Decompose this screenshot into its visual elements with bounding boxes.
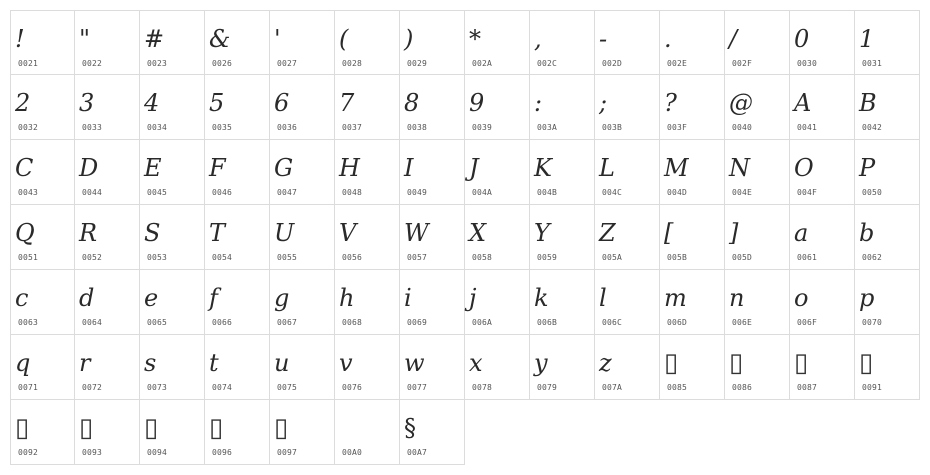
glyph-code: 006E	[732, 318, 753, 327]
glyph-cell	[530, 335, 595, 400]
glyph-code: 0048	[342, 188, 363, 197]
glyph-char: 8	[404, 89, 420, 117]
glyph-char: ▯	[79, 413, 94, 443]
glyph-cell	[270, 205, 335, 270]
glyph-char: ,	[534, 25, 542, 53]
glyph-cell	[205, 75, 270, 140]
glyph-char: &	[209, 25, 231, 53]
glyph-char: 6	[274, 89, 290, 117]
glyph-char: l	[599, 284, 607, 312]
glyph-code: 0045	[147, 188, 168, 197]
glyph-cell	[855, 140, 920, 205]
glyph-cell	[400, 10, 465, 75]
glyph-cell	[75, 10, 140, 75]
glyph-code: 0043	[18, 188, 39, 197]
glyph-char: 5	[209, 89, 225, 117]
glyph-code: 0046	[212, 188, 233, 197]
glyph-cell	[270, 10, 335, 75]
glyph-char: /	[729, 25, 738, 53]
glyph-code: 0065	[147, 318, 168, 327]
glyph-code: 0096	[212, 448, 233, 457]
glyph-cell	[400, 205, 465, 270]
glyph-char: ▯	[274, 413, 289, 443]
glyph-cell	[205, 140, 270, 205]
glyph-char: i	[404, 284, 412, 312]
glyph-code: 002F	[732, 59, 753, 68]
glyph-char: t	[209, 349, 219, 377]
glyph-code: 0077	[407, 383, 428, 392]
glyph-char: e	[144, 284, 159, 312]
glyph-cell	[855, 10, 920, 75]
glyph-char: o	[794, 284, 809, 312]
glyph-char: L	[599, 154, 615, 182]
glyph-char: G	[274, 154, 294, 182]
glyph-cell	[595, 75, 660, 140]
glyph-char: g	[274, 284, 290, 312]
glyph-cell	[75, 400, 140, 465]
glyph-code: 00A7	[407, 448, 428, 457]
glyph-code: 006A	[472, 318, 493, 327]
glyph-cell	[465, 75, 530, 140]
glyph-char: r	[79, 349, 91, 377]
glyph-char: )	[404, 25, 414, 53]
glyph-code: 0072	[82, 383, 103, 392]
glyph-char: #	[144, 25, 165, 53]
glyph-code: 0075	[277, 383, 298, 392]
glyph-char: A	[794, 89, 812, 117]
glyph-code: 0040	[732, 123, 753, 132]
glyph-code: 005B	[667, 253, 688, 262]
glyph-cell	[335, 270, 400, 335]
glyph-char: f	[209, 284, 218, 312]
glyph-cell	[140, 10, 205, 75]
glyph-cell	[75, 140, 140, 205]
glyph-cell	[595, 10, 660, 75]
glyph-char: H	[339, 154, 360, 182]
glyph-char: v	[339, 349, 353, 377]
glyph-char: p	[859, 284, 875, 312]
glyph-code: 0057	[407, 253, 428, 262]
glyph-char: c	[15, 284, 29, 312]
glyph-char: 7	[339, 89, 355, 117]
glyph-cell	[660, 270, 725, 335]
glyph-code: 0041	[797, 123, 818, 132]
glyph-char: X	[469, 219, 487, 247]
glyph-char: P	[859, 154, 876, 182]
glyph-char: U	[274, 219, 295, 247]
glyph-code: 0055	[277, 253, 298, 262]
glyph-char: z	[599, 349, 612, 377]
glyph-code: 004A	[472, 188, 493, 197]
glyph-cell	[10, 400, 75, 465]
glyph-cell	[75, 75, 140, 140]
glyph-code: 0038	[407, 123, 428, 132]
glyph-char: 1	[859, 25, 875, 53]
glyph-code: 0053	[147, 253, 168, 262]
glyph-cell	[530, 270, 595, 335]
glyph-cell	[725, 335, 790, 400]
glyph-cell	[140, 140, 205, 205]
glyph-cell	[75, 335, 140, 400]
glyph-cell	[205, 400, 270, 465]
glyph-char: C	[15, 154, 34, 182]
glyph-cell	[335, 335, 400, 400]
glyph-char: b	[859, 219, 875, 247]
glyph-code: 0085	[667, 383, 688, 392]
glyph-char: y	[534, 349, 548, 377]
glyph-char: §	[404, 414, 416, 442]
glyph-code: 004C	[602, 188, 623, 197]
glyph-char: k	[534, 284, 549, 312]
glyph-cell	[855, 205, 920, 270]
glyph-cell	[465, 140, 530, 205]
glyph-char: T	[209, 219, 226, 247]
glyph-cell	[530, 75, 595, 140]
glyph-cell	[400, 75, 465, 140]
glyph-char: a	[794, 219, 809, 247]
glyph-code: 0030	[797, 59, 818, 68]
glyph-cell	[10, 75, 75, 140]
glyph-code: 0068	[342, 318, 363, 327]
glyph-code: 004B	[537, 188, 558, 197]
glyph-char: '	[274, 25, 281, 53]
glyph-cell	[335, 140, 400, 205]
glyph-char: Y	[534, 219, 550, 247]
glyph-cell	[725, 270, 790, 335]
glyph-cell	[660, 335, 725, 400]
glyph-char: !	[15, 25, 25, 53]
glyph-char: ▯	[664, 348, 679, 378]
glyph-char: ▯	[794, 348, 809, 378]
glyph-code: 0051	[18, 253, 39, 262]
glyph-char: d	[79, 284, 95, 312]
glyph-cell	[465, 205, 530, 270]
glyph-char: E	[144, 154, 162, 182]
glyph-char: ▯	[15, 413, 30, 443]
glyph-code: 0047	[277, 188, 298, 197]
glyph-cell	[335, 205, 400, 270]
glyph-cell	[530, 205, 595, 270]
glyph-char: R	[79, 219, 98, 247]
glyph-char: J	[469, 154, 479, 182]
glyph-cell	[400, 140, 465, 205]
glyph-code: 0027	[277, 59, 298, 68]
glyph-char: "	[79, 25, 91, 53]
glyph-char: ?	[664, 89, 677, 117]
glyph-cell	[595, 140, 660, 205]
glyph-char: V	[339, 219, 357, 247]
glyph-code: 0050	[862, 188, 883, 197]
glyph-char: ▯	[209, 413, 224, 443]
glyph-code: 006C	[602, 318, 623, 327]
glyph-code: 0028	[342, 59, 363, 68]
glyph-char: *	[469, 25, 481, 53]
glyph-code: 005D	[732, 253, 753, 262]
glyph-cell	[400, 270, 465, 335]
glyph-code: 0021	[18, 59, 39, 68]
glyph-char: ;	[599, 89, 608, 117]
glyph-code: 0064	[82, 318, 103, 327]
glyph-code: 002D	[602, 59, 623, 68]
glyph-grid	[10, 10, 920, 465]
glyph-cell	[270, 335, 335, 400]
glyph-char: O	[794, 154, 814, 182]
glyph-char: S	[144, 219, 161, 247]
glyph-char: s	[144, 349, 157, 377]
glyph-cell	[205, 335, 270, 400]
glyph-cell	[725, 75, 790, 140]
glyph-code: 0092	[18, 448, 39, 457]
glyph-code: 0023	[147, 59, 168, 68]
glyph-cell	[790, 205, 855, 270]
glyph-code: 004F	[797, 188, 818, 197]
glyph-code: 003F	[667, 123, 688, 132]
glyph-cell	[790, 140, 855, 205]
glyph-code: 0056	[342, 253, 363, 262]
glyph-cell	[140, 335, 205, 400]
glyph-code: 00A0	[342, 448, 363, 457]
glyph-char: K	[534, 154, 552, 182]
glyph-code: 0091	[862, 383, 883, 392]
glyph-cell	[75, 205, 140, 270]
glyph-code: 0079	[537, 383, 558, 392]
glyph-code: 0078	[472, 383, 493, 392]
glyph-code: 006F	[797, 318, 818, 327]
glyph-cell	[660, 75, 725, 140]
glyph-code: 0067	[277, 318, 298, 327]
glyph-code: 006B	[537, 318, 558, 327]
glyph-char: j	[469, 284, 477, 312]
glyph-code: 0054	[212, 253, 233, 262]
glyph-code: 0066	[212, 318, 233, 327]
glyph-code: 0087	[797, 383, 818, 392]
glyph-code: 0049	[407, 188, 428, 197]
glyph-code: 0032	[18, 123, 39, 132]
glyph-cell	[465, 335, 530, 400]
glyph-cell	[790, 10, 855, 75]
glyph-code: 0026	[212, 59, 233, 68]
glyph-code: 0063	[18, 318, 39, 327]
glyph-char: D	[79, 154, 99, 182]
glyph-cell	[140, 205, 205, 270]
glyph-code: 0058	[472, 253, 493, 262]
glyph-cell	[725, 205, 790, 270]
glyph-char: Q	[15, 219, 35, 247]
glyph-cell	[10, 335, 75, 400]
glyph-cell	[530, 140, 595, 205]
glyph-cell	[400, 335, 465, 400]
glyph-cell	[10, 140, 75, 205]
glyph-cell	[205, 205, 270, 270]
glyph-code: 0076	[342, 383, 363, 392]
glyph-code: 004D	[667, 188, 688, 197]
glyph-code: 0062	[862, 253, 883, 262]
glyph-char: [	[664, 219, 674, 247]
glyph-code: 003A	[537, 123, 558, 132]
glyph-char: 9	[469, 89, 485, 117]
glyph-char: (	[339, 25, 349, 53]
glyph-code: 0086	[732, 383, 753, 392]
glyph-code: 0036	[277, 123, 298, 132]
glyph-cell	[10, 205, 75, 270]
glyph-code: 0052	[82, 253, 103, 262]
glyph-cell	[465, 270, 530, 335]
glyph-char: 3	[79, 89, 95, 117]
glyph-code: 0022	[82, 59, 103, 68]
glyph-cell	[10, 270, 75, 335]
glyph-code: 005A	[602, 253, 623, 262]
glyph-char: 0	[794, 25, 810, 53]
glyph-cell	[855, 335, 920, 400]
glyph-cell	[335, 400, 400, 465]
glyph-cell	[270, 400, 335, 465]
glyph-char: ▯	[729, 348, 744, 378]
glyph-cell	[75, 270, 140, 335]
glyph-char: N	[729, 154, 750, 182]
glyph-char	[339, 412, 375, 444]
glyph-cell	[660, 140, 725, 205]
glyph-code: 002E	[667, 59, 688, 68]
glyph-code: 0031	[862, 59, 883, 68]
glyph-char: @	[729, 89, 753, 117]
glyph-char: n	[729, 284, 745, 312]
glyph-char: W	[404, 219, 429, 247]
glyph-cell	[10, 10, 75, 75]
glyph-code: 0069	[407, 318, 428, 327]
glyph-char: M	[664, 154, 689, 182]
glyph-code: 0034	[147, 123, 168, 132]
glyph-code: 0037	[342, 123, 363, 132]
glyph-code: 007A	[602, 383, 623, 392]
glyph-cell	[790, 335, 855, 400]
glyph-char: B	[859, 89, 877, 117]
glyph-cell	[205, 10, 270, 75]
glyph-cell	[270, 140, 335, 205]
glyph-code: 004E	[732, 188, 753, 197]
glyph-code: 0070	[862, 318, 883, 327]
glyph-code: 0094	[147, 448, 168, 457]
glyph-char: m	[664, 284, 687, 312]
glyph-cell	[270, 75, 335, 140]
glyph-char: -	[599, 25, 608, 53]
glyph-char: ▯	[144, 413, 159, 443]
glyph-code: 0061	[797, 253, 818, 262]
glyph-char: F	[209, 154, 226, 182]
glyph-cell	[855, 270, 920, 335]
glyph-code: 002C	[537, 59, 558, 68]
glyph-code: 0093	[82, 448, 103, 457]
glyph-cell	[140, 75, 205, 140]
glyph-code: 0042	[862, 123, 883, 132]
glyph-cell	[725, 10, 790, 75]
glyph-cell	[660, 10, 725, 75]
glyph-char: x	[469, 349, 483, 377]
glyph-cell	[530, 10, 595, 75]
glyph-cell	[270, 270, 335, 335]
glyph-char: ]	[729, 219, 739, 247]
glyph-char: q	[15, 349, 31, 377]
glyph-code: 0039	[472, 123, 493, 132]
glyph-cell	[790, 270, 855, 335]
glyph-code: 0073	[147, 383, 168, 392]
glyph-char: Z	[599, 219, 616, 247]
glyph-char: h	[339, 284, 355, 312]
glyph-code: 003B	[602, 123, 623, 132]
glyph-cell	[725, 140, 790, 205]
glyph-cell	[205, 270, 270, 335]
glyph-code: 0059	[537, 253, 558, 262]
glyph-char: I	[404, 154, 414, 182]
glyph-char: 2	[15, 89, 31, 117]
glyph-code: 006D	[667, 318, 688, 327]
glyph-char: u	[274, 349, 290, 377]
glyph-cell	[595, 335, 660, 400]
glyph-cell	[595, 205, 660, 270]
glyph-code: 0044	[82, 188, 103, 197]
glyph-code: 0033	[82, 123, 103, 132]
glyph-cell	[790, 75, 855, 140]
glyph-char: 4	[144, 89, 160, 117]
glyph-cell	[660, 205, 725, 270]
glyph-char: ▯	[859, 348, 874, 378]
glyph-code: 0097	[277, 448, 298, 457]
glyph-char: :	[534, 89, 543, 117]
glyph-char: .	[664, 25, 672, 53]
glyph-code: 0029	[407, 59, 428, 68]
glyph-cell	[140, 270, 205, 335]
glyph-char: w	[404, 349, 425, 377]
glyph-code: 0071	[18, 383, 39, 392]
glyph-cell	[335, 75, 400, 140]
glyph-code: 0074	[212, 383, 233, 392]
glyph-cell	[140, 400, 205, 465]
glyph-cell	[855, 75, 920, 140]
glyph-cell	[595, 270, 660, 335]
glyph-code: 002A	[472, 59, 493, 68]
glyph-cell	[465, 10, 530, 75]
glyph-cell	[335, 10, 400, 75]
glyph-cell	[400, 400, 465, 465]
glyph-code: 0035	[212, 123, 233, 132]
